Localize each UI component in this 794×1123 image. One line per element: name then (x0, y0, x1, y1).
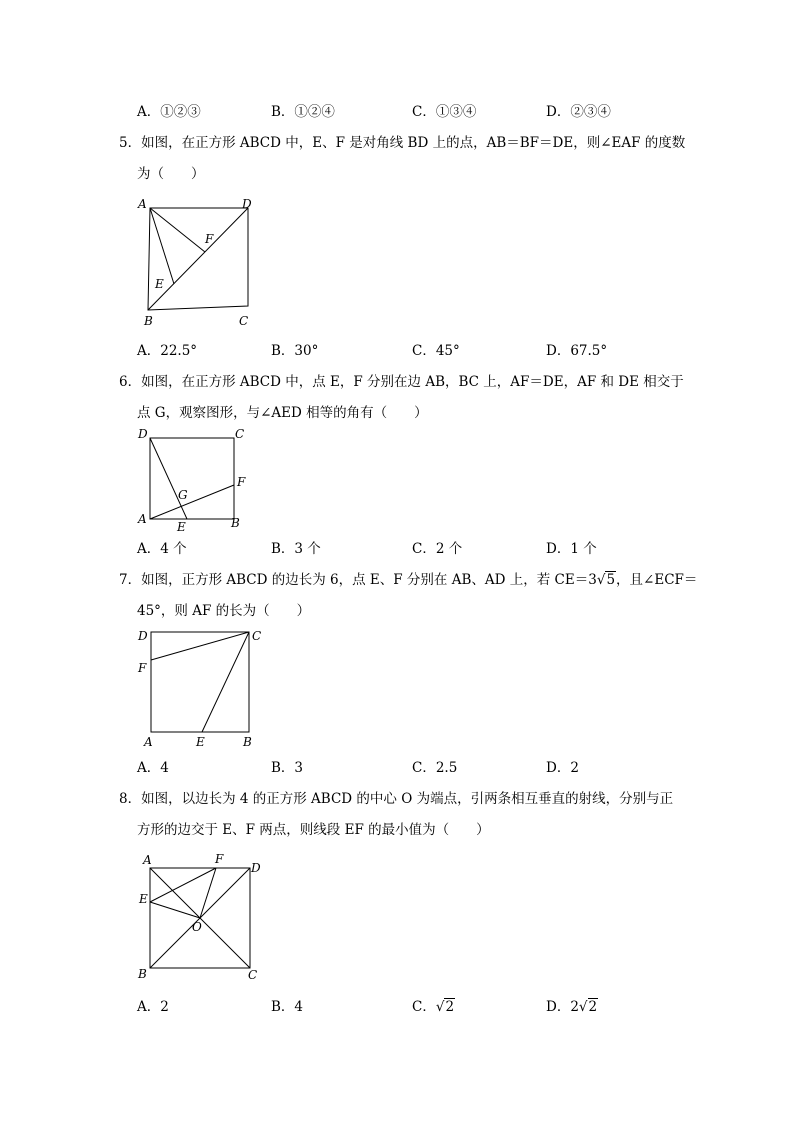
q8-stem-line1: 8．如图，以边长为 4 的正方形 ABCD 的中心 O 为端点，引两条相互垂直的射线，分别与正 (119, 791, 674, 807)
q5-option-b: B．30° (271, 343, 319, 359)
sqrt-symbol: √2 (435, 999, 455, 1015)
q6-option-a: A．4 个 (137, 541, 187, 557)
q8-label-c: C (248, 968, 258, 982)
q8-label-e: E (139, 892, 148, 906)
q5-label-a: A (138, 197, 147, 211)
q5-stem-line2: 为（ ） (137, 166, 205, 182)
q6-segment-af (150, 485, 234, 519)
q5-option-d: D．67.5° (546, 343, 608, 359)
q6-label-e: E (177, 520, 186, 534)
q6-option-c: C．2 个 (412, 541, 463, 557)
q4-option-b: B．①②④ (271, 104, 335, 120)
q4-option-a: A．①②③ (137, 104, 201, 120)
q6-label-c: C (235, 427, 245, 441)
q7-label-c: C (252, 629, 262, 643)
q5-stem-line1: 5．如图，在正方形 ABCD 中，E、F 是对角线 BD 上的点，AB＝BF＝DE，则∠EAF 的度数 (119, 135, 686, 151)
q6-label-f: F (237, 475, 246, 489)
q6-option-d: D．1 个 (546, 541, 597, 557)
q7-option-a: A．4 (137, 760, 169, 776)
q8-segment-ef (150, 868, 216, 902)
q7-option-b: B．3 (271, 760, 304, 776)
q5-label-e: E (155, 277, 164, 291)
q5-label-f: F (205, 232, 214, 246)
q7-label-f: F (138, 661, 147, 675)
q7-label-d: D (138, 629, 148, 643)
q6-label-d: D (138, 427, 148, 441)
q7-stem-line1: 7．如图，正方形 ABCD 的边长为 6，点 E、F 分别在 AB、AD 上，若 CE＝3√5，且∠ECF＝ (119, 572, 698, 588)
q7-stem-line2: 45°，则 AF 的长为（ ） (137, 603, 311, 619)
q5-label-c: C (239, 314, 249, 328)
q7-label-a: A (144, 735, 153, 749)
q5-figure (134, 194, 264, 334)
q6-label-g: G (178, 488, 188, 502)
q8-label-d: D (251, 861, 261, 875)
q8-option-d: D．2√2 (546, 999, 598, 1015)
q8-label-b: B (138, 967, 147, 981)
q5-option-c: C．45° (412, 343, 460, 359)
q6-stem-line2: 点 G，观察图形，与∠AED 相等的角有（ ） (137, 405, 428, 421)
q7-option-d: D．2 (546, 760, 579, 776)
q5-segment-af (150, 208, 205, 252)
q6-option-b: B．3 个 (271, 541, 321, 557)
q8-stem-line2: 方形的边交于 E、F 两点，则线段 EF 的最小值为（ ） (137, 822, 490, 838)
q7-segment-ce (202, 632, 249, 732)
q7-figure (134, 622, 264, 752)
q4-option-c: C．①③④ (412, 104, 477, 120)
q8-option-b: B．4 (271, 999, 304, 1015)
q7-label-b: B (243, 735, 252, 749)
q5-label-b: B (144, 314, 153, 328)
q8-figure (134, 848, 264, 988)
q4-option-d: D．②③④ (546, 104, 611, 120)
q7-segment-cf (151, 632, 249, 660)
q5-segment-ae (150, 208, 174, 284)
sqrt-symbol: √2 (578, 999, 598, 1015)
q6-segment-de (150, 438, 187, 519)
q8-option-c: C．√2 (412, 999, 455, 1015)
q6-label-b: B (231, 516, 240, 530)
q8-option-a: A．2 (137, 999, 169, 1015)
q5-option-a: A．22.5° (137, 343, 198, 359)
q6-stem-line1: 6．如图，在正方形 ABCD 中，点 E，F 分别在边 AB，BC 上，AF＝DE，AF 和 DE 相交于 (119, 374, 684, 390)
sqrt-symbol: √5 (596, 572, 616, 588)
q5-diagonal-bd (148, 208, 248, 310)
q7-option-c: C．2.5 (412, 760, 458, 776)
q5-label-d: D (242, 197, 252, 211)
q8-label-f: F (215, 852, 224, 866)
q7-square (151, 632, 249, 732)
q6-label-a: A (138, 512, 147, 526)
q8-label-o: O (192, 920, 202, 934)
q6-square (150, 438, 234, 519)
q6-figure (134, 424, 264, 534)
q8-label-a: A (143, 853, 152, 867)
q7-label-e: E (196, 735, 205, 749)
